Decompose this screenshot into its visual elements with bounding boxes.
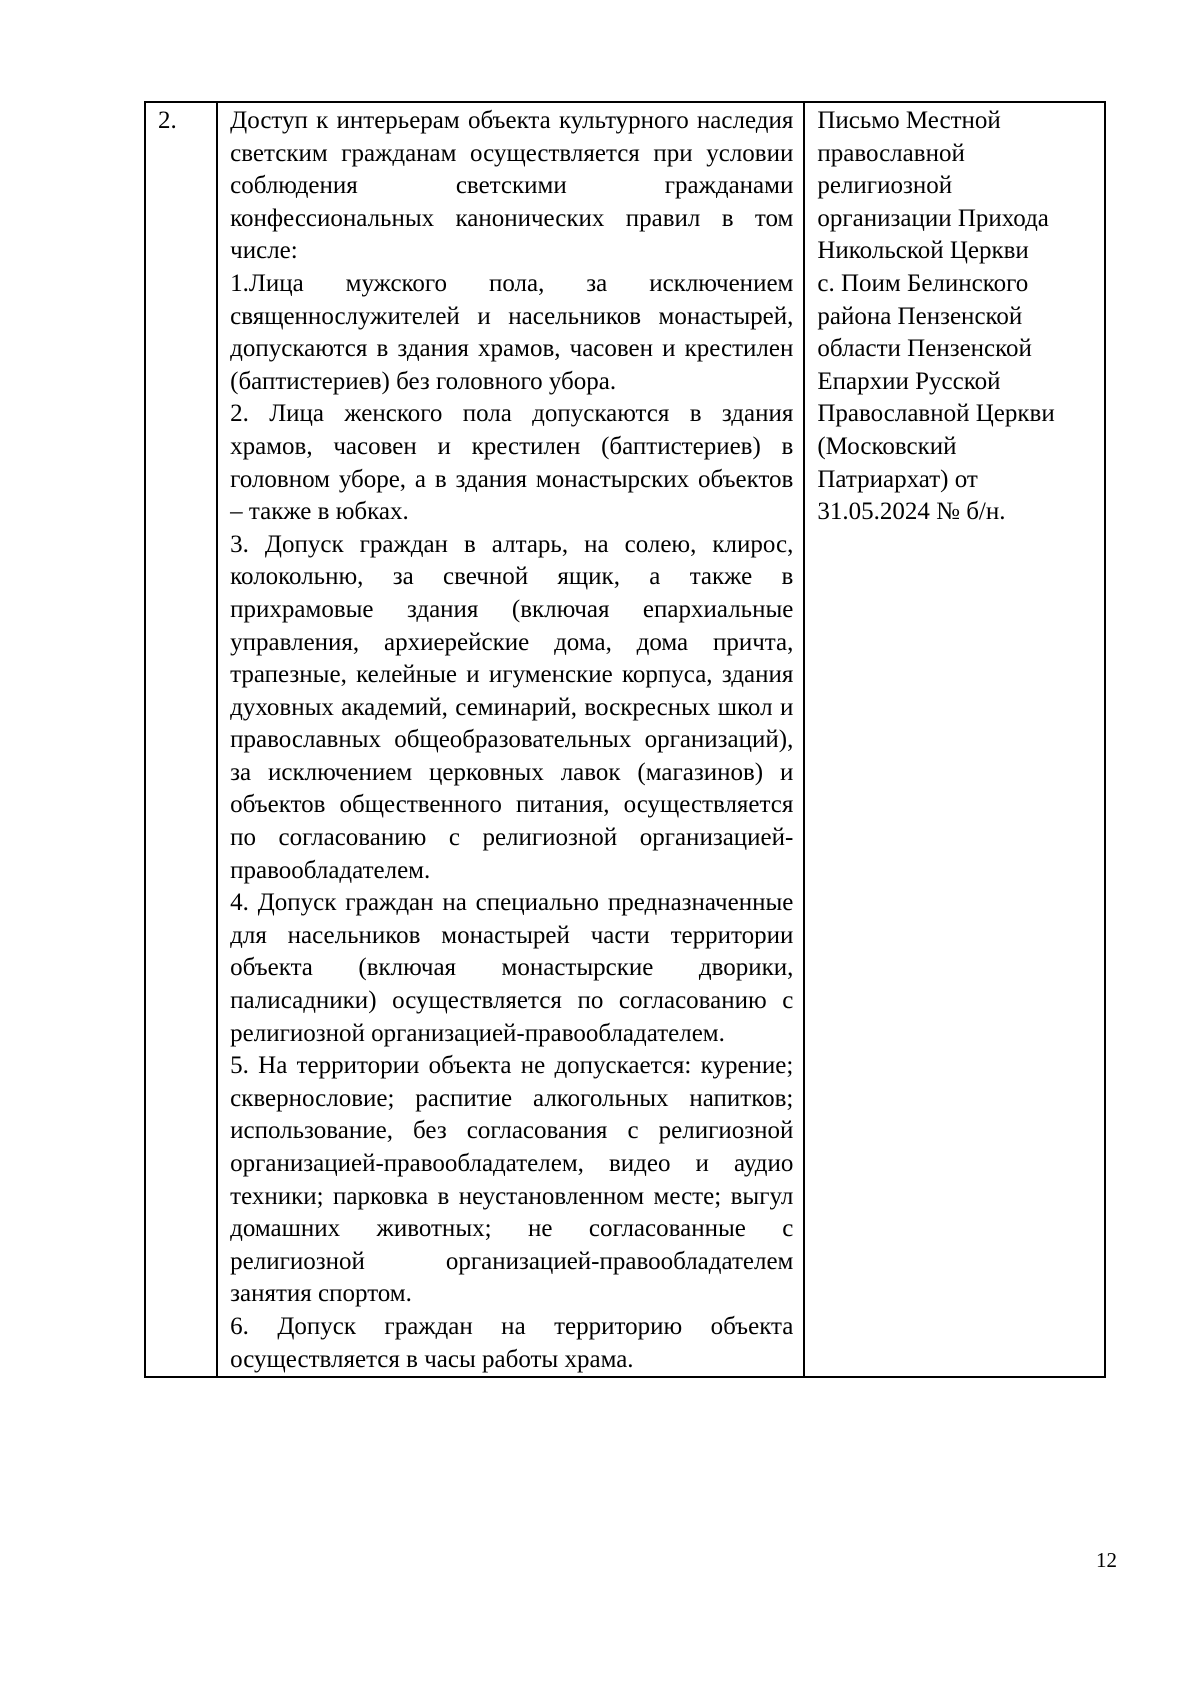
requirements-text-cell xyxy=(217,102,804,1377)
source-line: Православной Церкви xyxy=(817,400,1055,428)
source-line: организации Прихода xyxy=(817,204,1049,232)
source-line: Епархии Русской xyxy=(817,367,1001,395)
source-line: Патриархат) от xyxy=(817,465,978,493)
requirement-item-3: 3. Допуск граждан в алтарь, на солею, клирос, колокольню, за свечной ящик, а также в прихрамовые здания (включая епархиальные управления, архиерейские дома, дома причта, трапезные, келейные и игуменские корпуса, здания духовных академий, семинарий, воскресных школ и православных общеобразовательных организаций), за исключением церковных лавок (магазинов) и объектов общественного питания, осуществляется по согласованию с религиозной организацией-правообладателем. xyxy=(230,530,794,884)
source-line: Никольской Церкви xyxy=(817,237,1029,265)
source-document-cell xyxy=(804,102,1105,1377)
source-line: 31.05.2024 № б/н. xyxy=(817,498,1006,526)
source-line: православной xyxy=(817,139,965,167)
row-number-cell xyxy=(145,102,217,1377)
source-line: с. Поим Белинского xyxy=(817,269,1029,297)
source-line: Письмо Местной xyxy=(817,107,1001,134)
source-line: религиозной xyxy=(817,172,953,200)
source-line: района Пензенской xyxy=(817,302,1023,330)
requirement-item-6: 6. Допуск граждан на территорию объекта осуществляется в часы работы храма. xyxy=(230,1312,794,1373)
requirement-item-5: 5. На территории объекта не допускается: курение; сквернословие; распитие алкогольных напитков; использование, без согласования с религиозной организацией-правообладателем, видео и аудио техники; парковка в неустановленном месте; выгул домашних животных; не согласованные с религиозной организацией-правообладателем занятия спортом. xyxy=(230,1052,794,1308)
requirement-intro-paragraph: Доступ к интерьерам объекта культурного наследия светским гражданам осуществляется при условии соблюдения светскими гражданами конфессиональных канонических правил в том числе: xyxy=(230,107,794,265)
table-row xyxy=(145,102,1105,1377)
row-number: 2. xyxy=(158,107,177,134)
requirement-item-2: 2. Лица женского пола допускаются в здания храмов, часовен и крестилен (баптистериев) в головном уборе, а в здания монастырских объектов – также в юбках. xyxy=(230,400,794,526)
requirement-item-4: 4. Допуск граждан на специально предназначенные для насельников монастырей части территории объекта (включая монастырские дворики, палисадники) осуществляется по согласованию с религиозной организацией-правообладателем. xyxy=(230,889,794,1047)
source-line: (Московский xyxy=(817,432,957,460)
requirement-item-1: 1.Лица мужского пола, за исключением священнослужителей и насельников монастырей, допускаются в здания храмов, часовен и крестилен (баптистериев) без головного убора. xyxy=(230,269,794,395)
source-line: области Пензенской xyxy=(817,335,1032,363)
page-number: 12 xyxy=(1096,1548,1117,1572)
requirements-table xyxy=(144,101,1106,1378)
